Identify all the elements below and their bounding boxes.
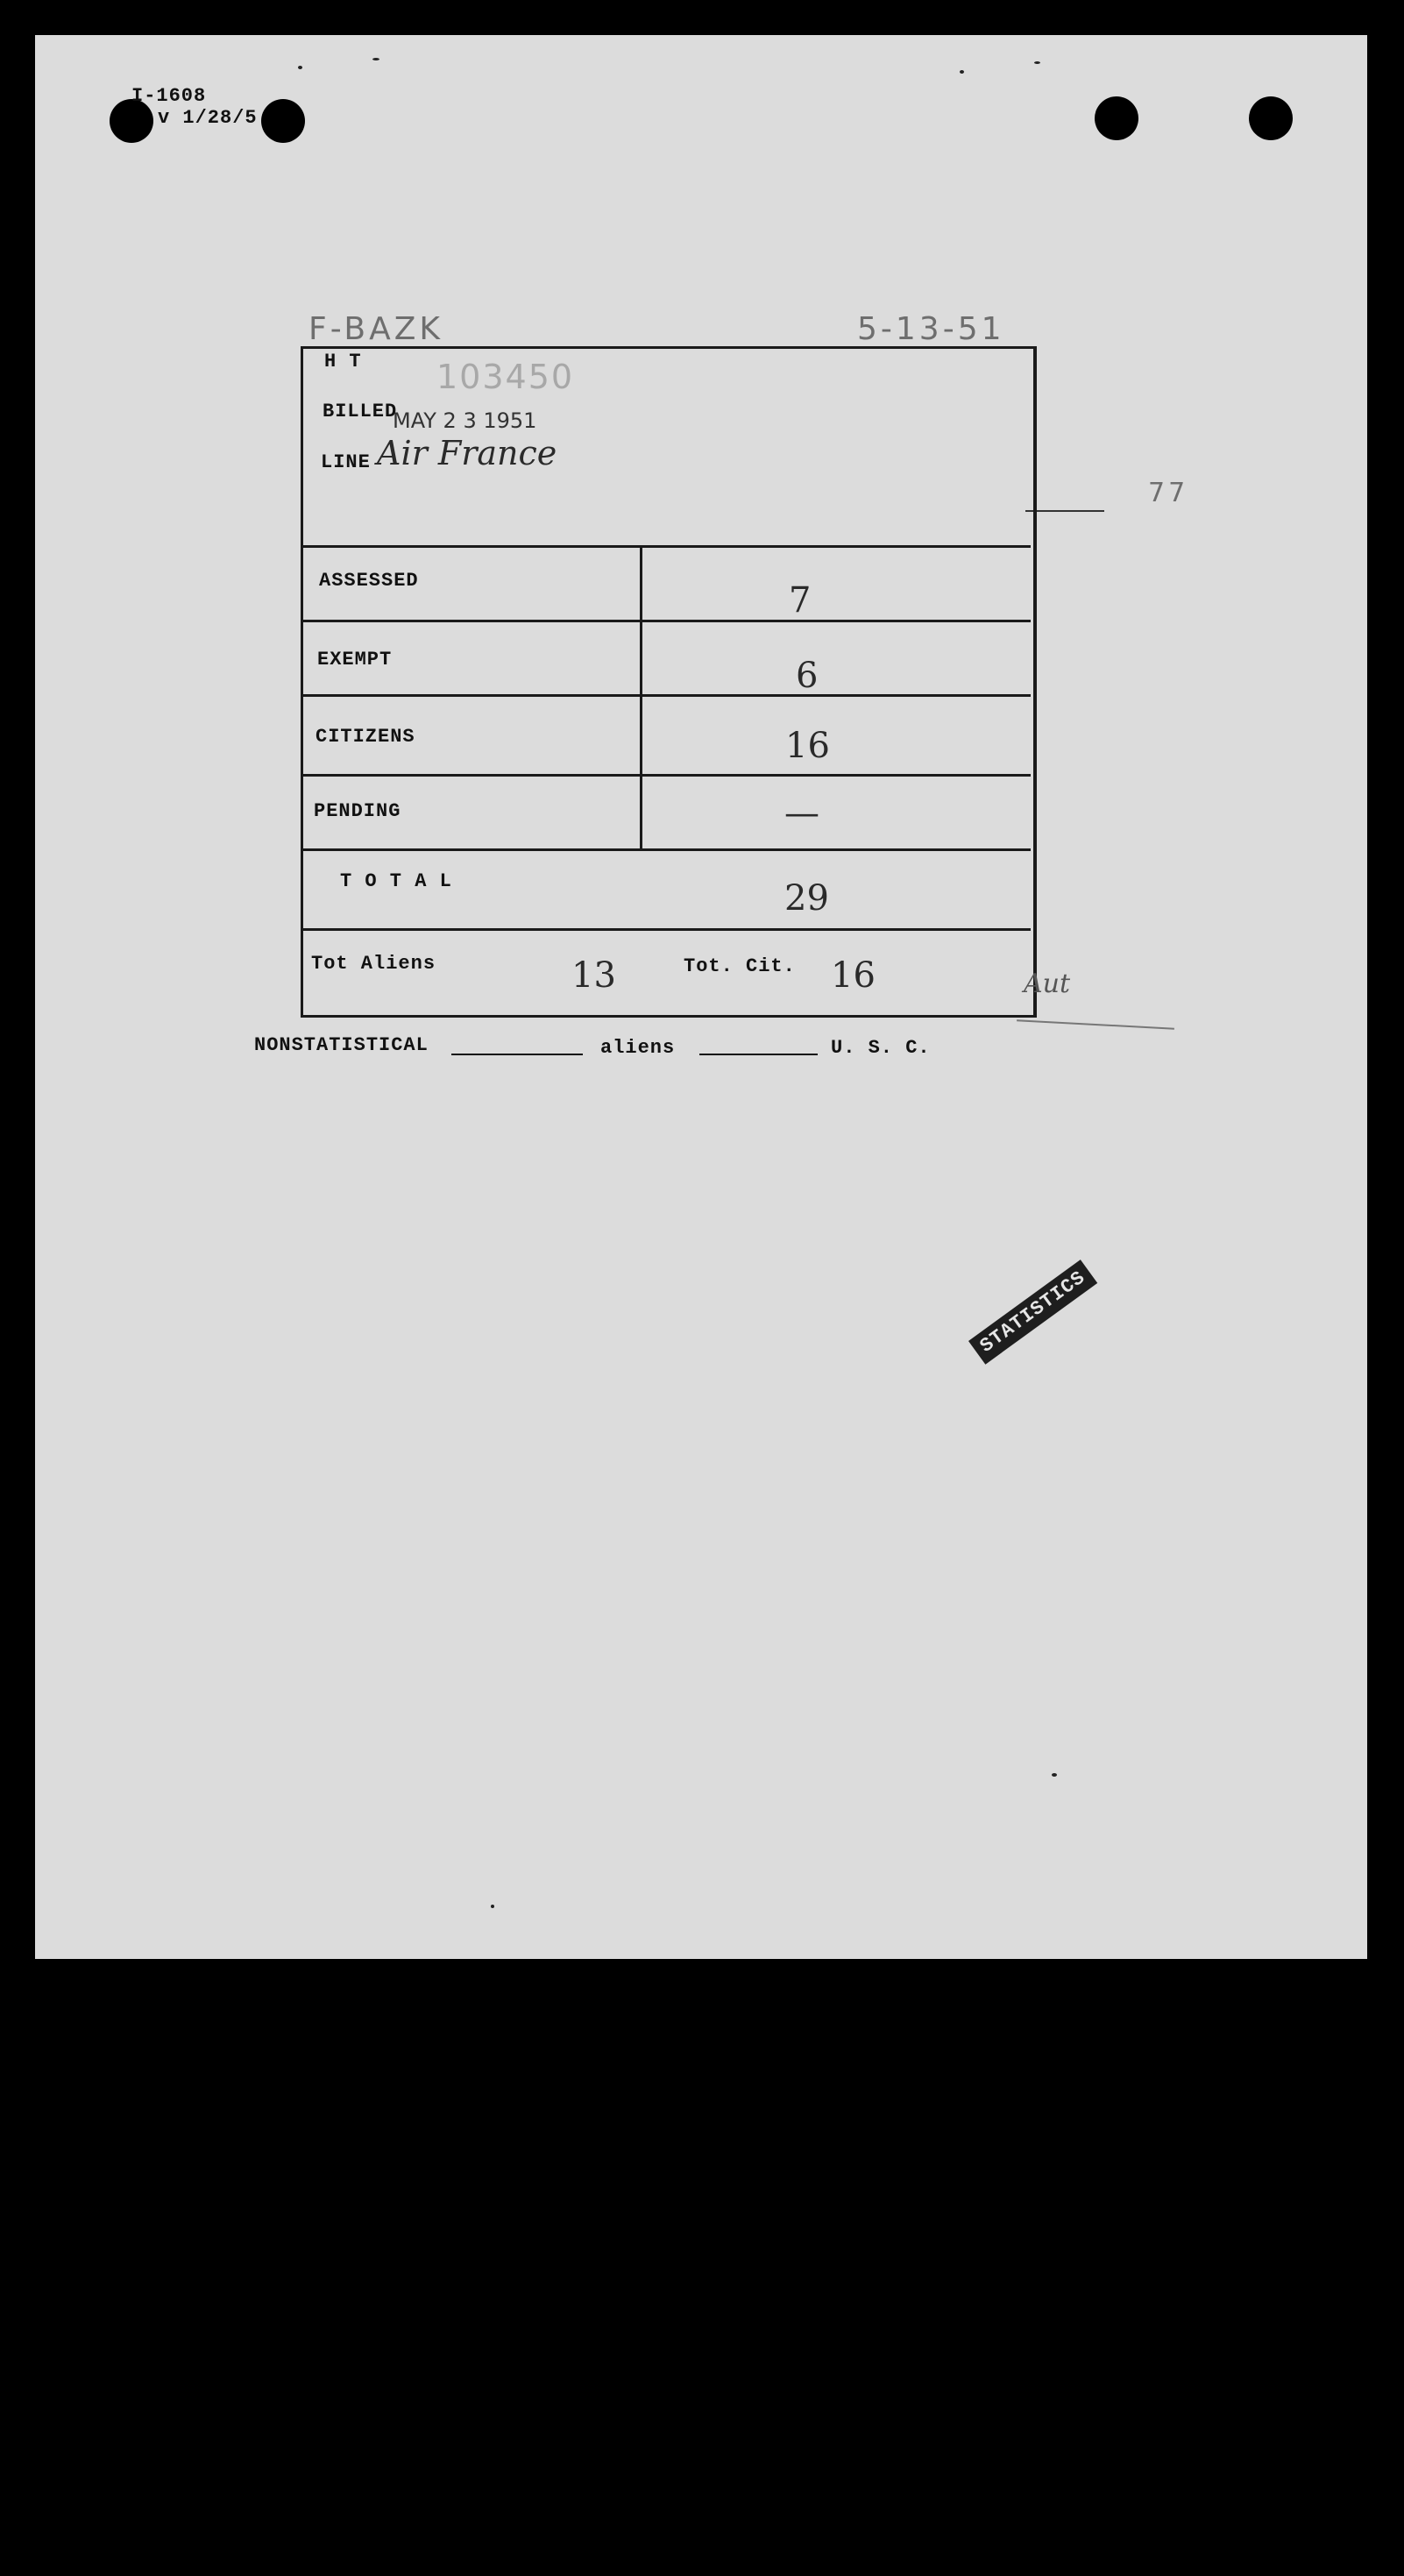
row-value-exempt: 6 [796,656,819,696]
speck [1034,61,1040,64]
row-divider [301,848,1031,851]
billed-date-stamp: MAY 2 3 1951 [393,408,537,433]
speck [372,58,379,60]
row-label-exempt: EXEMPT [317,649,393,671]
speck [1052,1773,1057,1777]
date-annotation: 5-13-51 [857,311,1005,347]
margin-dash [1025,510,1104,512]
row-value-pending: — [784,793,819,834]
form-number: I-1608 [131,85,207,107]
row-value-citizens: 16 [785,726,830,766]
nonstatistical-usc-label: U. S. C. [831,1037,931,1059]
row-divider [301,694,1031,697]
punch-hole-right-2 [1249,96,1293,140]
tot-aliens-value: 13 [571,955,616,996]
row-divider [301,620,1031,622]
billed-label: BILLED [323,401,398,422]
tot-cit-label: Tot. Cit. [684,955,796,977]
row-label-assessed: ASSESSED [319,570,419,592]
row-divider [301,928,1031,931]
nonstatistical-label: NONSTATISTICAL [254,1034,429,1056]
tot-aliens-label: Tot Aliens [311,953,436,975]
row-divider [301,774,1031,777]
flight-code-annotation: F-BAZK [308,311,444,347]
total-label: T O T A L [340,870,452,892]
punch-hole-right-1 [1095,96,1138,140]
nonstatistical-aliens-blank [451,1054,583,1055]
ht-label: H T [324,351,362,373]
margin-mark: 77 [1148,478,1189,508]
speck [298,66,302,69]
form-revision: v 1/28/5 [158,107,258,129]
serial-stamp: 103450 [436,358,575,396]
row-divider [301,545,1031,548]
total-value: 29 [784,878,829,919]
tot-cit-value: 16 [831,955,876,996]
row-label-pending: PENDING [314,800,401,822]
nonstatistical-usc-blank [699,1054,818,1055]
line-label: LINE [321,451,371,473]
row-value-assessed: 7 [789,580,812,621]
line-value: Air France [377,434,557,472]
punch-hole-left-2 [261,99,305,143]
speck [491,1905,494,1908]
row-label-citizens: CITIZENS [316,726,415,748]
nonstatistical-aliens-label: aliens [600,1037,676,1059]
column-divider [640,545,642,848]
initials-annotation: Aut [1024,969,1071,999]
speck [960,70,964,74]
statistics-stamp: STATISTICS [968,1260,1097,1365]
